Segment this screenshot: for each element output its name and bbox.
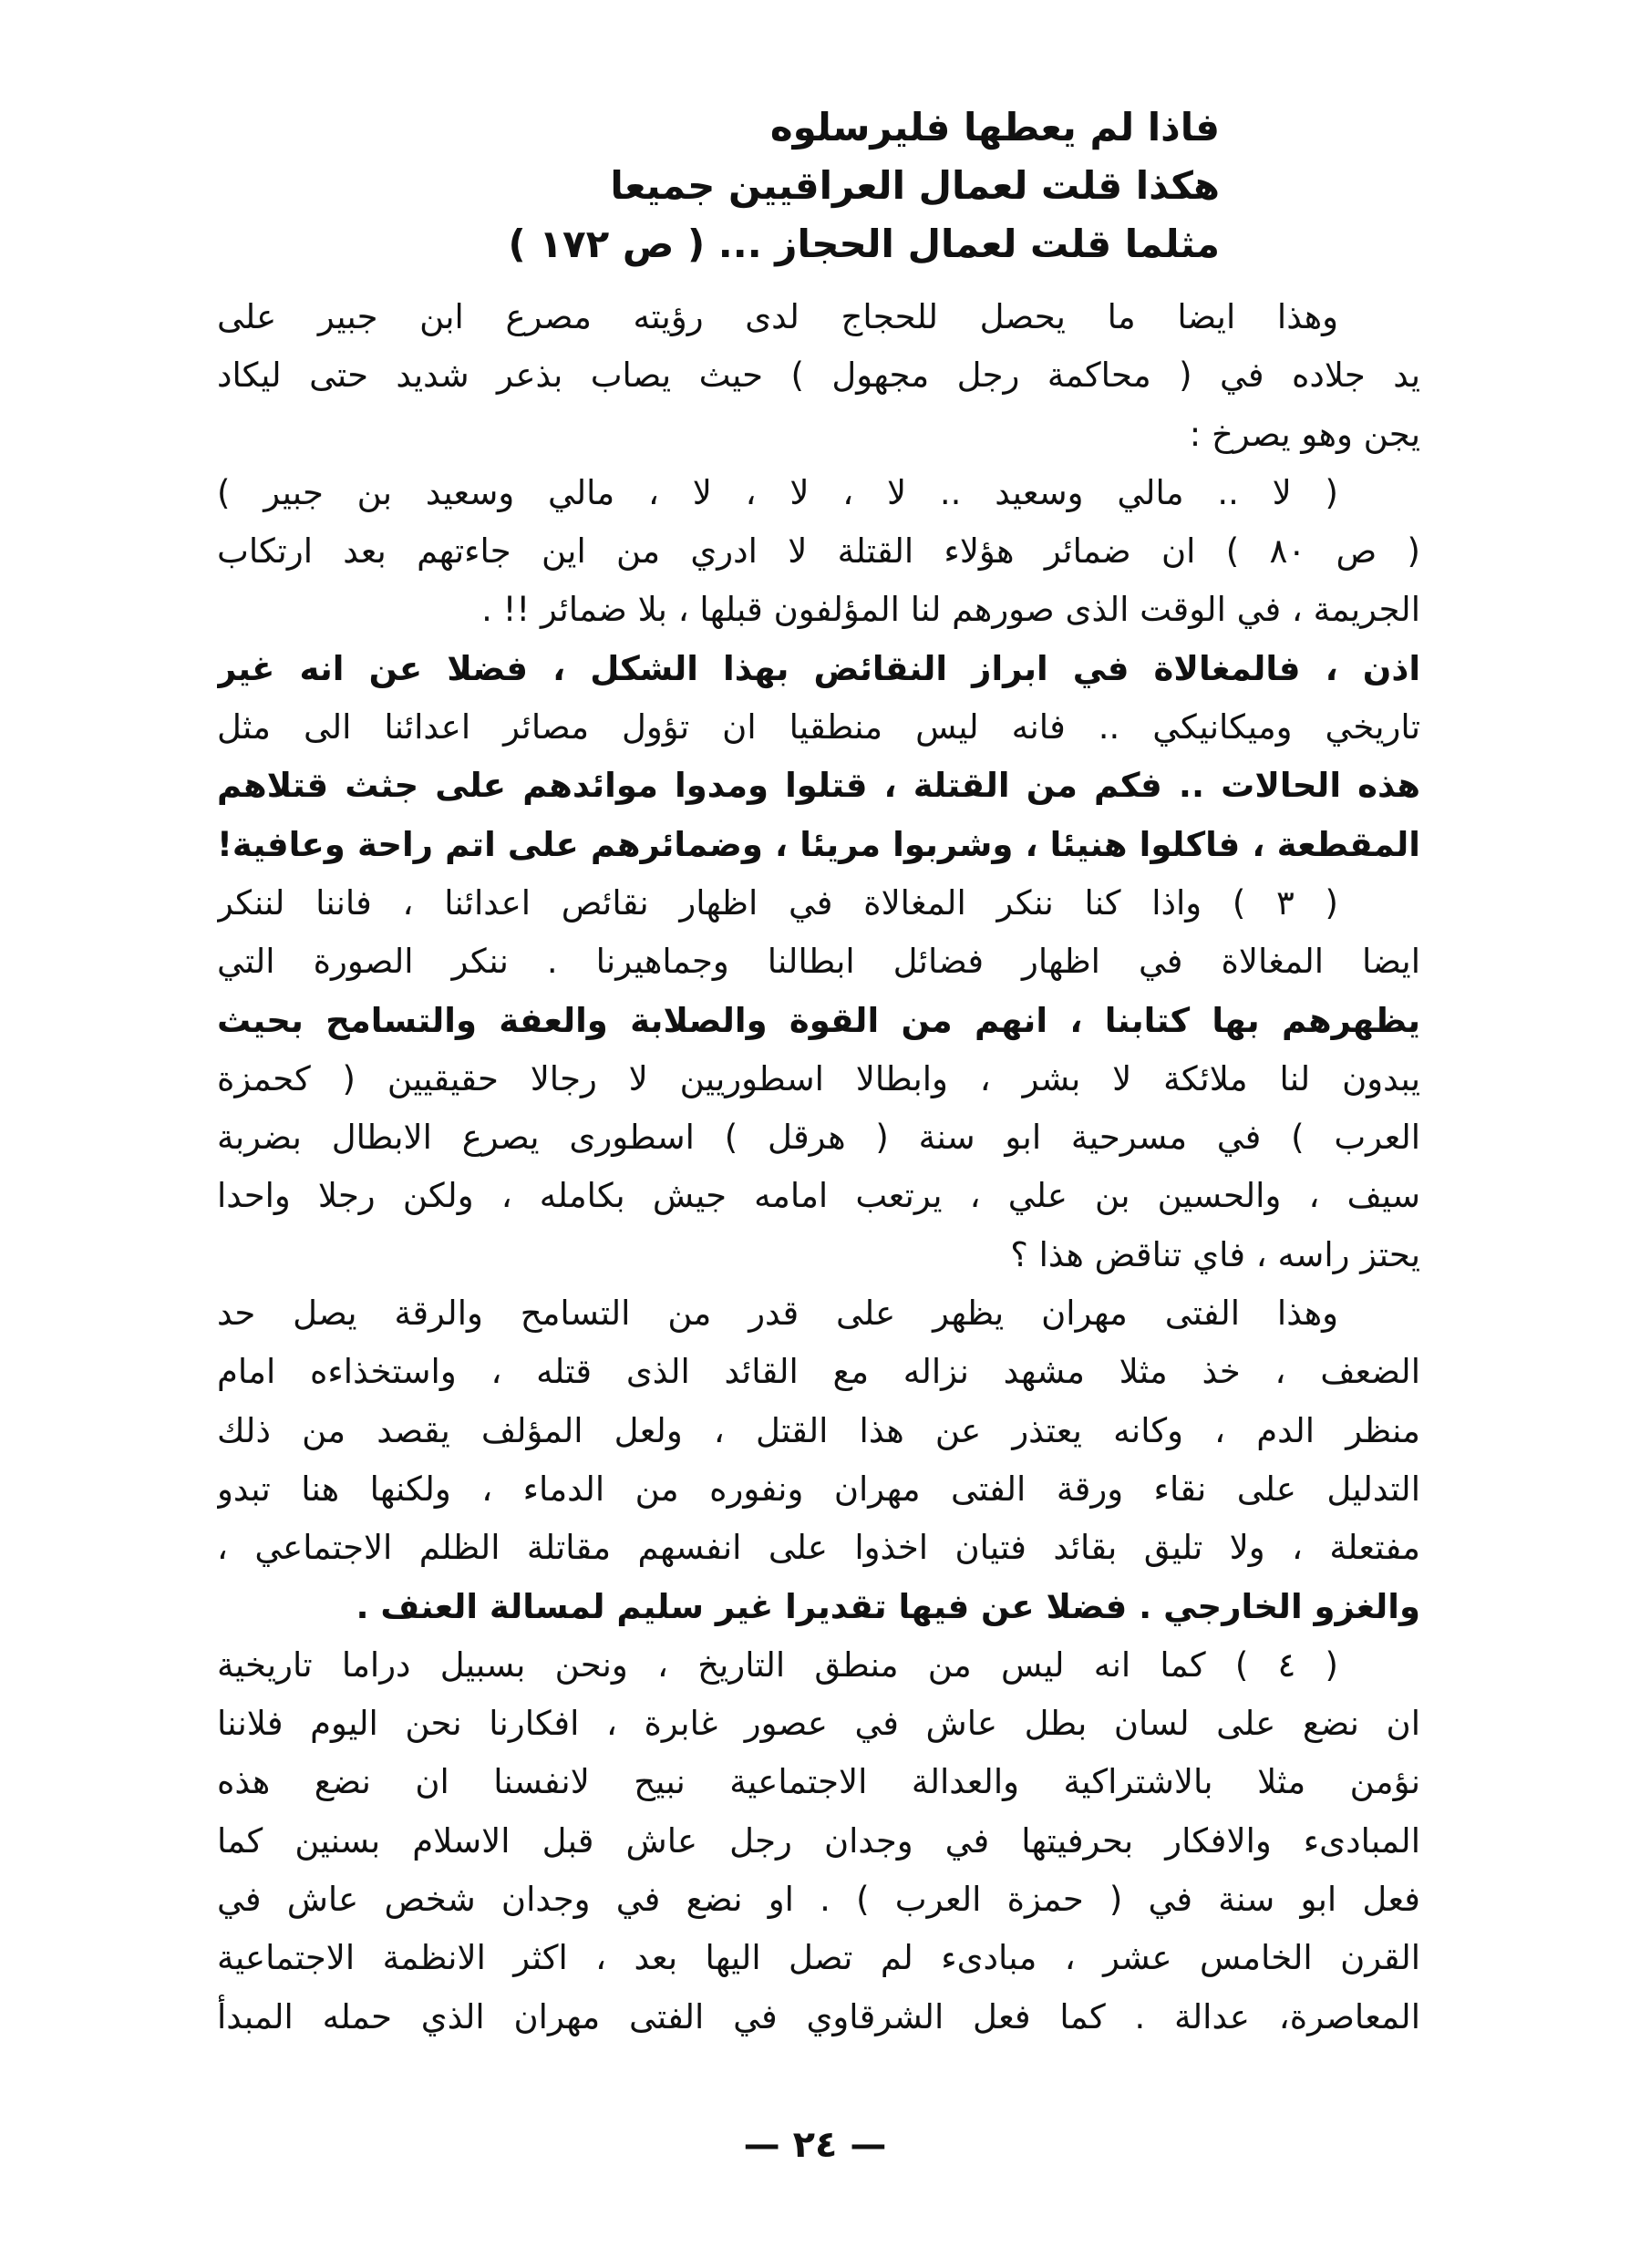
body-line: ( ٣ ) واذا كنا ننكر المغالاة في اظهار نقائص اعدائنا ، فاننا لننكر: [217, 882, 1338, 923]
body-line: نؤمن مثلا بالاشتراكية والعدالة الاجتماعية نبيح لانفسنا ان نضع هذه: [217, 1762, 1420, 1802]
body-line: تاريخي وميكانيكي .. فانه ليس منطقيا ان تؤول مصائر اعدائنا الى مثل: [217, 707, 1420, 747]
body-line: العرب ) في مسرحية ابو سنة ( هرقل ) اسطورى يصرع الابطال بضربة: [217, 1118, 1420, 1158]
body-line: الضعف ، خذ مثلا مشهد نزاله مع القائد الذى قتله ، واستخذاءه امام: [217, 1352, 1420, 1392]
body-line: الجريمة ، في الوقت الذى صورهم لنا المؤلفون قبلها ، بلا ضمائر !! .: [481, 590, 1420, 630]
body-line: فعل ابو سنة في ( حمزة العرب ) . او نضع في وجدان شخص عاش في: [217, 1880, 1420, 1920]
body-line: يحتز راسه ، فاي تناقض هذا ؟: [1010, 1234, 1420, 1274]
body-line: المقطعة ، فاكلوا هنيئا ، وشربوا مريئا ، وضمائرهم على اتم راحة وعافية!: [217, 824, 1420, 864]
body-line: المبادىء والافكار بحرفيتها في وجدان رجل عاش قبل الاسلام بسنين كما: [217, 1820, 1420, 1861]
page-number: — ٢٤ —: [743, 2124, 887, 2166]
body-line: التدليل على نقاء ورقة الفتى مهران ونفوره من الدماء ، ولكنها هنا تبدو: [217, 1469, 1420, 1509]
body-line: ( ٤ ) كما انه ليس من منطق التاريخ ، ونحن بسبيل دراما تاريخية: [217, 1644, 1338, 1685]
verse-line-2: هكذا قلت لعمال العراقيين جميعا: [610, 163, 1220, 208]
body-line: سيف ، والحسين بن علي ، يرتعب امامه جيش بكامله ، ولكن رجلا واحدا: [217, 1176, 1420, 1216]
verse-line-1: فاذا لم يعطها فليرسلوه: [769, 105, 1220, 149]
body-line: مفتعلة ، ولا تليق بقائد فتيان اخذوا على انفسهم مقاتلة الظلم الاجتماعي ،: [217, 1528, 1420, 1568]
body-line: والغزو الخارجي . فضلا عن فيها تقديرا غير سليم لمسالة العنف .: [356, 1586, 1420, 1626]
body-line: ( ص ٨٠ ) ان ضمائر هؤلاء القتلة لا ادري من اين جاءتهم بعد ارتكاب: [217, 531, 1420, 572]
body-line: ايضا المغالاة في اظهار فضائل ابطالنا وجماهيرنا . ننكر الصورة التي: [217, 942, 1420, 982]
body-line: وهذا ايضا ما يحصل للحجاج لدى رؤيته مصرع ابن جبير على: [217, 297, 1338, 336]
verse-line-3: مثلما قلت لعمال الحجاز ... ( ص ١٧٢ ): [508, 222, 1220, 266]
body-line: هذه الحالات .. فكم من القتلة ، قتلوا ومدوا موائدهم على جثث قتلاهم: [217, 766, 1420, 806]
body-line: يد جلاده في ( محاكمة رجل مجهول ) حيث يصاب بذعر شديد حتى ليكاد: [217, 356, 1420, 396]
body-line: يجن وهو يصرخ :: [1189, 414, 1420, 454]
body-line: وهذا الفتى مهران يظهر على قدر من التسامح والرقة يصل حد: [217, 1294, 1338, 1334]
body-line: المعاصرة، عدالة . كما فعل الشرقاوي في الفتى مهران الذي حمله المبدأ: [217, 1996, 1420, 2036]
body-line: ان نضع على لسان بطل عاش في عصور غابرة ، افكارنا نحن اليوم فلاننا: [217, 1704, 1420, 1744]
body-line: ( لا .. مالي وسعيد .. لا ، لا ، لا ، مالي وسعيد بن جبير ): [217, 472, 1338, 512]
body-text: [217, 288, 1420, 2046]
body-line: اذن ، فالمغالاة في ابراز النقائض بهذا الشكل ، فضلا عن انه غير: [217, 648, 1420, 688]
body-line: القرن الخامس عشر ، مبادىء لم تصل اليها بعد ، اكثر الانظمة الاجتماعية: [217, 1938, 1420, 1978]
body-line: يبدون لنا ملائكة لا بشر ، وابطالا اسطوريين لا رجالا حقيقيين ( كحمزة: [217, 1058, 1420, 1098]
body-line: يظهرهم بها كتابنا ، انهم من القوة والصلابة والعفة والتسامح بحيث: [217, 1000, 1420, 1040]
body-line: منظر الدم ، وكانه يعتذر عن هذا القتل ، ولعل المؤلف يقصد من ذلك: [217, 1410, 1420, 1450]
